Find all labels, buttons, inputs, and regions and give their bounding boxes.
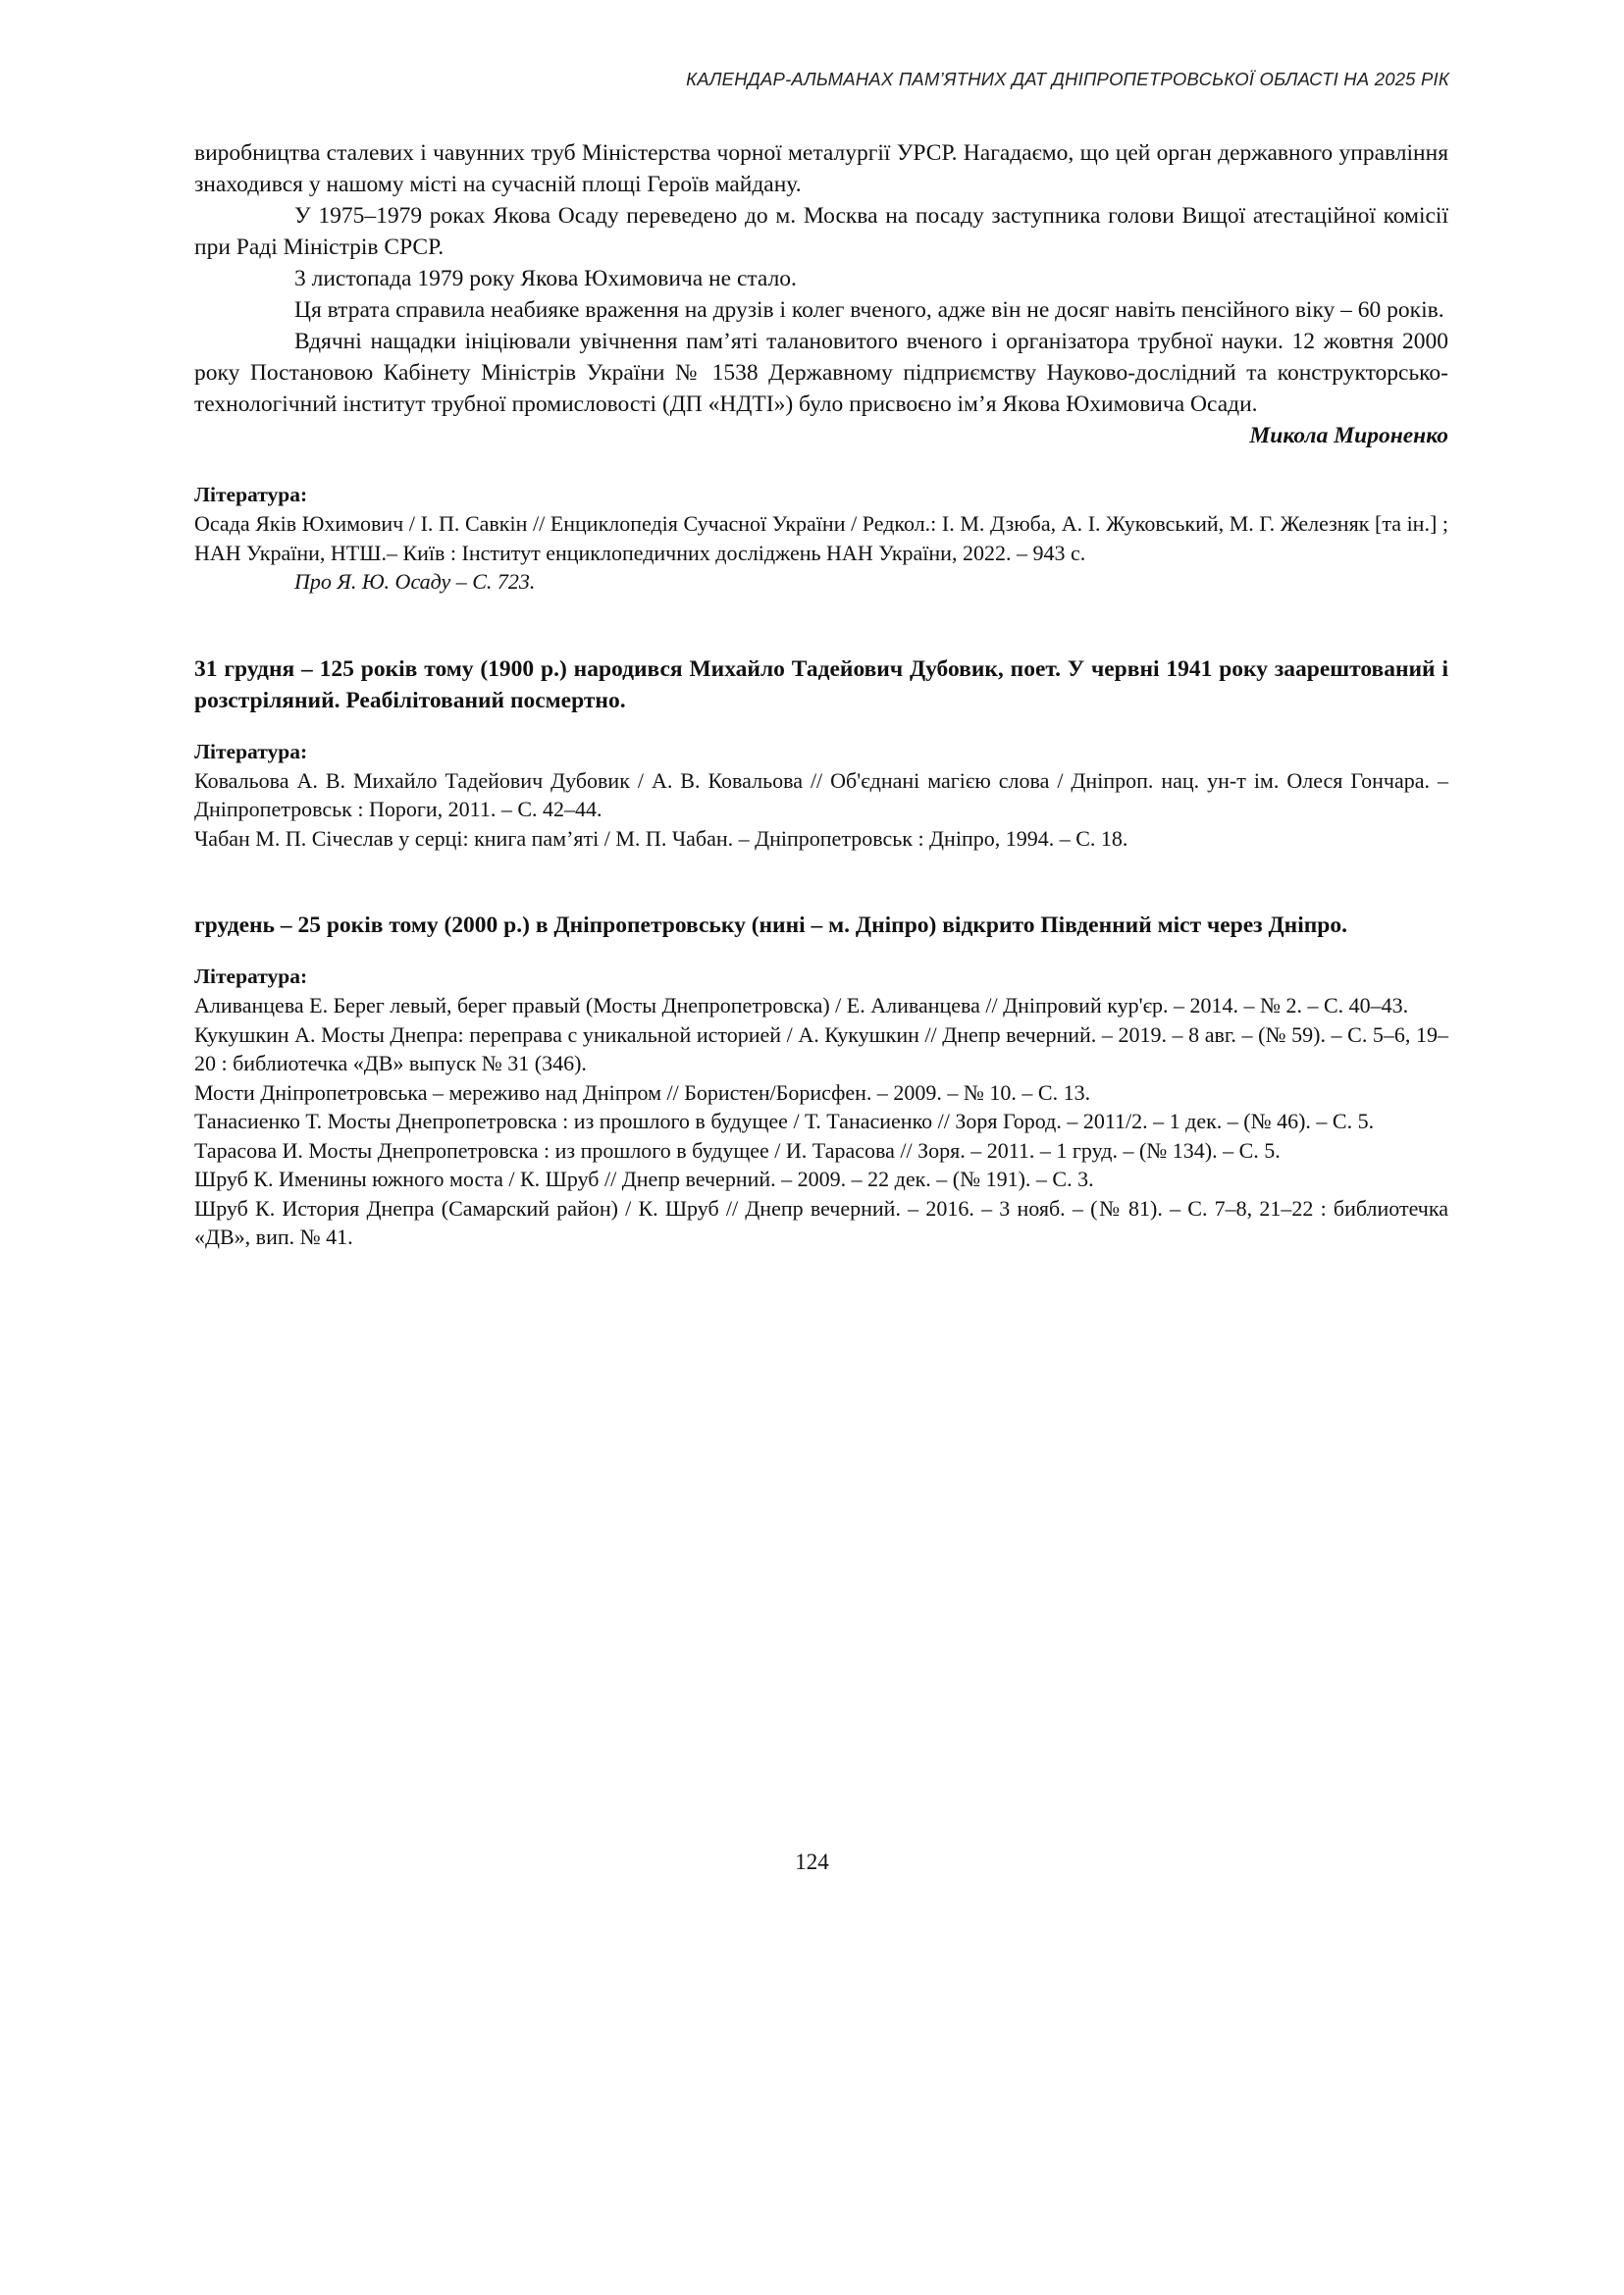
reference-item: Шруб К. История Днепра (Самарский район) / К. Шруб // Днепр вечерний. – 2016. – 3 нояб. – (№ 81). – С. 7–8, 21–22 : библиотечка «ДВ», вип. № 41. (194, 1195, 1448, 1249)
event-title: 31 грудня – 125 років тому (1900 р.) народився Михайло Тадейович Дубовик, поет. У червні 1941 року заарештований і розстріляний. Реабілітований посмертно. (194, 655, 1448, 713)
article-paragraph: У 1975–1979 роках Якова Осаду переведено до м. Москва на посаду заступника голови Вищої атестаційної комісії при Раді Міністрів СРСР. (194, 203, 1448, 260)
reference-item: Тарасова И. Мосты Днепропетровска : из прошлого в будущее / И. Тарасова // Зоря. – 2011. – 1 груд. – (№ 134). – С. 5. (194, 1137, 1281, 1163)
literature-heading: Література: (194, 739, 308, 763)
reference-item: Танасиенко Т. Мосты Днепропетровска : из прошлого в будущее / Т. Танасиенко // Зоря Город. – 2011/2. – 1 дек. – (№ 46). – С. 5. (194, 1109, 1375, 1133)
page-content (194, 137, 1448, 1252)
article-paragraph: 3 листопада 1979 року Якова Юхимовича не стало. (294, 266, 797, 291)
literature-heading: Література: (194, 965, 308, 988)
page-number: 124 (795, 1850, 829, 1874)
article-author: Микола Мироненко (1249, 423, 1448, 448)
reference-note: Про Я. Ю. Осаду – С. 723. (294, 569, 536, 594)
event-title: грудень – 25 років тому (2000 р.) в Дніпропетровську (нині – м. Дніпро) відкрито Південний міст через Дніпро. (194, 913, 1347, 938)
reference-item: Ковальова А. В. Михайло Тадейович Дубовик / А. В. Ковальова // Об'єднані магією слова / Дніпроп. нац. ун-т ім. Олеся Гончара. – Дніпропетровськ : Пороги, 2011. – С. 42–44. (194, 767, 1448, 821)
article-paragraph: Вдячні нащадки ініціювали увічнення пам’яті талановитого вченого і організатора трубної науки. 12 жовтня 2000 року Постановою Кабінету Міністрів України № 1538 Державному підприємству Науково-дослідний та конструкторсько-технологічний інститут трубної промисловості (ДП «НДТІ») було присвоєно ім’я Якова Юхимовича Осади. (194, 329, 1448, 417)
literature-heading: Література: (194, 483, 308, 506)
article-paragraph: Ця втрата справила неабияке враження на друзів і колег вченого, адже він не досяг навіть пенсійного віку – 60 років. (294, 297, 1444, 323)
running-header: КАЛЕНДАР-АЛЬМАНАХ ПАМ’ЯТНИХ ДАТ ДНІПРОПЕТРОВСЬКОЇ ОБЛАСТІ НА 2025 РІК (686, 69, 1449, 89)
article-paragraph: виробництва сталевих і чавунних труб Міністерства чорної металургії УРСР. Нагадаємо, що цей орган державного управління знаходився у нашому місті на сучасній площі Героїв майдану. (194, 140, 1448, 197)
reference-item: Осада Яків Юхимович / І. П. Савкін // Енциклопедія Сучасної України / Редкол.: І. М. Дзюба, А. І. Жуковський, М. Г. Железняк [та ін.] ; НАН України, НТШ.– Київ : Інститут енциклопедичних досліджень НАН України, 2022. – 943 с. (194, 511, 1448, 565)
reference-item: Кукушкин А. Мосты Днепра: переправа с уникальной историей / А. Кукушкин // Днепр вечерний. – 2019. – 8 авг. – (№ 59). – С. 5–6, 19–20 : библиотечка «ДВ» выпуск № 31 (346). (194, 1021, 1448, 1075)
reference-item: Шруб К. Именины южного моста / К. Шруб // Днепр вечерний. – 2009. – 22 дек. – (№ 191). – С. 3. (194, 1167, 1094, 1191)
reference-item: Аливанцева Е. Берег левый, берег правый (Мосты Днепропетровска) / Е. Аливанцева // Дніпровий кур'єр. – 2014. – № 2. – С. 40–43. (194, 993, 1409, 1017)
reference-item: Чабан М. П. Січеслав у серці: книга пам’яті / М. П. Чабан. – Дніпропетровськ : Дніпро, 1994. – С. 18. (194, 825, 1128, 851)
reference-item: Мости Дніпропетровська – мереживо над Дніпром // Бористен/Борисфен. – 2009. – № 10. – С. 13. (194, 1079, 1091, 1105)
